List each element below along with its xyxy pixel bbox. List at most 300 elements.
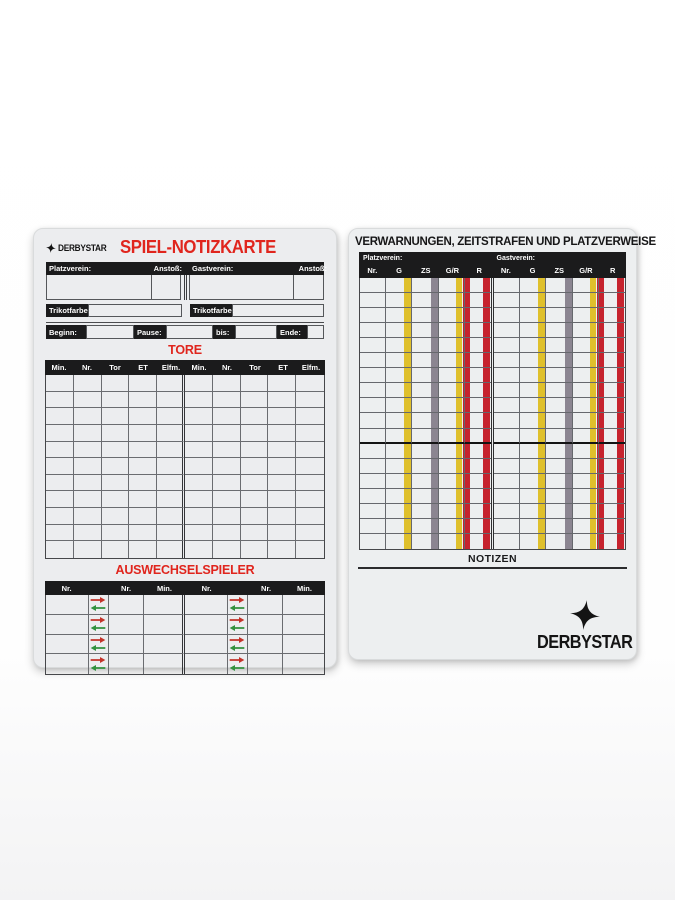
column-header: Elfm.	[301, 363, 321, 372]
grid-cell	[46, 425, 74, 442]
grid-cell	[248, 635, 284, 655]
grid-cell	[520, 398, 546, 413]
grid-cell	[465, 278, 491, 293]
grid-cell	[412, 459, 438, 474]
grid-cell	[412, 489, 438, 504]
grid-cell	[599, 353, 625, 368]
grid-cell	[546, 308, 572, 323]
grid-cell	[129, 541, 157, 558]
grid-cell	[185, 392, 213, 409]
warnings-guest-grid	[494, 278, 625, 549]
grid-cell	[296, 541, 324, 558]
grid-cell	[296, 458, 324, 475]
grid-cell	[74, 525, 102, 542]
grid-cell	[296, 442, 324, 459]
grid-cell	[465, 474, 491, 489]
grid-cell	[386, 353, 412, 368]
grid-cell	[89, 654, 109, 674]
grid-cell	[386, 338, 412, 353]
grid-cell	[412, 413, 438, 428]
grid-cell	[439, 429, 465, 444]
sub-in-arrow-icon	[90, 645, 106, 651]
trikotfarbe-home-box	[88, 304, 182, 317]
column-header: Min.	[156, 583, 172, 593]
grid-cell	[386, 489, 412, 504]
spiel-notizkarte-card	[33, 228, 337, 668]
warnings-team-row	[359, 253, 626, 264]
grid-cell	[573, 368, 599, 383]
grid-cell	[46, 392, 74, 409]
grid-cell	[546, 489, 572, 504]
grid-cell	[494, 444, 520, 459]
grid-cell	[241, 392, 269, 409]
grid-cell	[102, 392, 130, 409]
grid-cell	[439, 413, 465, 428]
grid-cell	[102, 375, 130, 392]
sub-in-arrow-icon	[229, 605, 245, 611]
grid-cell	[360, 429, 386, 444]
grid-cell	[268, 458, 296, 475]
grid-cell	[494, 429, 520, 444]
sub-in-arrow-icon	[229, 645, 245, 651]
grid-cell	[465, 489, 491, 504]
grid-cell	[599, 308, 625, 323]
tore-column-headers	[45, 360, 325, 375]
grid-cell	[360, 323, 386, 338]
grid-cell	[129, 442, 157, 459]
grid-cell	[296, 408, 324, 425]
grid-cell	[465, 383, 491, 398]
grid-cell	[360, 338, 386, 353]
grid-cell	[46, 525, 74, 542]
grid-cell	[241, 491, 269, 508]
grid-cell	[599, 534, 625, 549]
grid-cell	[213, 392, 241, 409]
grid-cell	[185, 442, 213, 459]
grid-cell	[439, 398, 465, 413]
grid-cell	[157, 392, 185, 409]
grid-cell	[412, 519, 438, 534]
grid-cell	[241, 425, 269, 442]
grid-cell	[599, 519, 625, 534]
grid-cell	[412, 429, 438, 444]
grid-cell	[546, 444, 572, 459]
beginn-label: Beginn:	[46, 325, 86, 339]
grid-cell	[185, 541, 213, 558]
grid-cell	[573, 413, 599, 428]
grid-cell	[46, 508, 74, 525]
grid-cell	[74, 392, 102, 409]
ende-box	[307, 325, 324, 339]
grid-cell	[439, 278, 465, 293]
grid-cell	[74, 442, 102, 459]
grid-cell	[573, 308, 599, 323]
grid-cell	[46, 375, 74, 392]
platzverein-label: Platzverein:	[363, 255, 403, 262]
grid-cell	[360, 534, 386, 549]
grid-cell	[46, 541, 74, 558]
grid-cell	[412, 308, 438, 323]
grid-cell	[599, 338, 625, 353]
sub-out-arrow-icon	[90, 657, 106, 663]
grid-cell	[109, 635, 145, 655]
grid-cell	[439, 474, 465, 489]
grid-cell	[228, 635, 248, 655]
grid-cell	[386, 398, 412, 413]
column-header: Tor	[109, 363, 121, 372]
grid-cell	[573, 459, 599, 474]
grid-cell	[520, 444, 546, 459]
grid-cell	[386, 383, 412, 398]
grid-cell	[157, 458, 185, 475]
grid-cell	[546, 323, 572, 338]
grid-cell	[386, 308, 412, 323]
grid-cell	[360, 383, 386, 398]
grid-cell	[412, 444, 438, 459]
grid-cell	[268, 375, 296, 392]
grid-cell	[46, 458, 74, 475]
grid-cell	[129, 458, 157, 475]
grid-cell	[520, 489, 546, 504]
grid-cell	[74, 491, 102, 508]
grid-cell	[360, 444, 386, 459]
grid-cell	[573, 444, 599, 459]
grid-cell	[412, 383, 438, 398]
sub-in-arrow-icon	[229, 625, 245, 631]
grid-cell	[102, 458, 130, 475]
grid-cell	[144, 595, 185, 615]
grid-cell	[573, 353, 599, 368]
column-header: ZS	[554, 266, 565, 275]
grid-cell	[157, 541, 185, 558]
grid-cell	[494, 383, 520, 398]
column-header: Min.	[191, 363, 207, 372]
grid-cell	[185, 595, 228, 615]
grid-cell	[360, 413, 386, 428]
grid-cell	[46, 408, 74, 425]
grid-cell	[185, 615, 228, 635]
grid-cell	[386, 323, 412, 338]
grid-cell	[296, 392, 324, 409]
grid-cell	[439, 308, 465, 323]
column-header: R	[609, 266, 616, 275]
grid-cell	[283, 595, 324, 615]
grid-cell	[439, 519, 465, 534]
grid-cell	[241, 442, 269, 459]
grid-cell	[439, 338, 465, 353]
grid-cell	[546, 519, 572, 534]
grid-cell	[412, 398, 438, 413]
grid-cell	[157, 408, 185, 425]
grid-cell	[439, 489, 465, 504]
grid-cell	[185, 425, 213, 442]
grid-cell	[546, 413, 572, 428]
sub-out-arrow-icon	[90, 597, 106, 603]
grid-cell	[546, 383, 572, 398]
grid-cell	[520, 519, 546, 534]
grid-cell	[248, 615, 284, 635]
grid-cell	[129, 475, 157, 492]
grid-cell	[228, 595, 248, 615]
grid-cell	[213, 425, 241, 442]
grid-cell	[109, 615, 145, 635]
grid-cell	[465, 459, 491, 474]
column-header: Nr.	[221, 363, 232, 372]
grid-cell	[74, 375, 102, 392]
grid-cell	[573, 489, 599, 504]
grid-cell	[439, 293, 465, 308]
grid-cell	[439, 534, 465, 549]
column-header: G	[529, 266, 536, 275]
grid-cell	[89, 595, 109, 615]
grid-cell	[494, 459, 520, 474]
left-card-header	[46, 238, 324, 257]
grid-cell	[573, 323, 599, 338]
grid-cell	[520, 459, 546, 474]
team-header-bar	[46, 262, 327, 275]
grid-cell	[412, 323, 438, 338]
grid-cell	[74, 541, 102, 558]
ende-label: Ende:	[277, 325, 307, 339]
grid-cell	[46, 491, 74, 508]
grid-cell	[248, 654, 284, 674]
grid-cell	[439, 504, 465, 519]
grid-cell	[102, 475, 130, 492]
grid-cell	[268, 525, 296, 542]
trikotfarbe-guest-box	[232, 304, 324, 317]
grid-cell	[520, 353, 546, 368]
grid-cell	[599, 413, 625, 428]
grid-cell	[520, 534, 546, 549]
grid-cell	[129, 425, 157, 442]
grid-cell	[386, 368, 412, 383]
row-gap	[182, 304, 190, 317]
column-header: G/R	[445, 266, 460, 275]
grid-cell	[248, 595, 284, 615]
grid-cell	[465, 444, 491, 459]
column-header: R	[476, 266, 482, 275]
grid-cell	[412, 353, 438, 368]
sub-out-arrow-icon	[229, 597, 245, 603]
grid-cell	[386, 413, 412, 428]
grid-cell	[599, 368, 625, 383]
grid-cell	[386, 519, 412, 534]
grid-cell	[465, 519, 491, 534]
grid-cell	[494, 308, 520, 323]
sub-out-arrow-icon	[229, 617, 245, 623]
column-header: Tor	[249, 363, 261, 372]
grid-cell	[213, 442, 241, 459]
column-header: Nr.	[261, 583, 272, 593]
grid-cell	[268, 508, 296, 525]
grid-cell	[157, 425, 185, 442]
grid-cell	[360, 474, 386, 489]
grid-cell	[74, 408, 102, 425]
grid-cell	[465, 353, 491, 368]
grid-cell	[573, 293, 599, 308]
grid-cell	[546, 338, 572, 353]
grid-cell	[465, 504, 491, 519]
column-header: Min.	[51, 363, 67, 372]
grid-cell	[520, 308, 546, 323]
grid-cell	[213, 375, 241, 392]
grid-cell	[573, 519, 599, 534]
anstoss-home-entry-box	[152, 275, 181, 300]
tore-table	[45, 375, 325, 559]
grid-cell	[439, 383, 465, 398]
grid-cell	[268, 392, 296, 409]
warnings-home-grid	[360, 278, 491, 549]
grid-cell	[439, 444, 465, 459]
grid-cell	[546, 534, 572, 549]
grid-cell	[599, 398, 625, 413]
grid-cell	[520, 474, 546, 489]
grid-cell	[296, 525, 324, 542]
grid-cell	[185, 525, 213, 542]
warnings-title: VERWARNUNGEN, ZEITSTRAFEN UND PLATZVERWEISE	[355, 236, 656, 248]
grid-cell	[102, 442, 130, 459]
grid-cell	[546, 293, 572, 308]
grid-cell	[74, 458, 102, 475]
grid-cell	[465, 338, 491, 353]
grid-cell	[494, 338, 520, 353]
grid-cell	[520, 338, 546, 353]
gastverein-entry-box	[189, 275, 294, 300]
grid-cell	[74, 425, 102, 442]
grid-cell	[296, 508, 324, 525]
grid-cell	[494, 534, 520, 549]
column-header: Nr.	[500, 266, 511, 275]
column-header: G	[396, 266, 402, 275]
grid-cell	[494, 323, 520, 338]
grid-cell	[74, 475, 102, 492]
grid-cell	[465, 398, 491, 413]
grid-cell	[386, 504, 412, 519]
grid-cell	[386, 444, 412, 459]
grid-cell	[296, 475, 324, 492]
grid-cell	[599, 504, 625, 519]
grid-cell	[494, 519, 520, 534]
grid-cell	[102, 525, 130, 542]
grid-cell	[599, 323, 625, 338]
anstoss-guest-entry-box	[294, 275, 324, 300]
grid-cell	[144, 654, 185, 674]
grid-cell	[546, 429, 572, 444]
grid-cell	[360, 293, 386, 308]
pause-label: Pause:	[134, 325, 166, 339]
grid-cell	[360, 278, 386, 293]
column-header: G/R	[579, 266, 593, 275]
grid-cell	[213, 408, 241, 425]
grid-cell	[573, 504, 599, 519]
grid-cell	[465, 368, 491, 383]
grid-cell	[599, 459, 625, 474]
grid-cell	[573, 429, 599, 444]
grid-cell	[439, 353, 465, 368]
grid-cell	[46, 635, 89, 655]
grid-cell	[360, 504, 386, 519]
team-entry-boxes	[46, 275, 324, 300]
grid-cell	[412, 293, 438, 308]
sub-out-arrow-icon	[90, 637, 106, 643]
trikotfarbe-row	[46, 304, 324, 317]
grid-cell	[439, 368, 465, 383]
notizen-title: NOTIZEN	[468, 553, 517, 565]
grid-cell	[129, 525, 157, 542]
grid-cell	[102, 425, 130, 442]
grid-cell	[157, 491, 185, 508]
grid-cell	[213, 508, 241, 525]
grid-cell	[386, 429, 412, 444]
grid-cell	[228, 615, 248, 635]
star-icon	[45, 242, 56, 253]
grid-cell	[46, 595, 89, 615]
derbystar-logo-small	[46, 243, 111, 253]
grid-cell	[241, 541, 269, 558]
grid-cell	[520, 429, 546, 444]
grid-cell	[213, 541, 241, 558]
grid-cell	[573, 398, 599, 413]
grid-cell	[129, 375, 157, 392]
grid-cell	[360, 489, 386, 504]
grid-cell	[241, 408, 269, 425]
grid-cell	[46, 475, 74, 492]
center-divider	[181, 275, 189, 300]
grid-cell	[465, 323, 491, 338]
grid-cell	[386, 278, 412, 293]
grid-cell	[360, 519, 386, 534]
grid-cell	[283, 654, 324, 674]
grid-cell	[109, 654, 145, 674]
sub-in-arrow-icon	[90, 665, 106, 671]
verwarnungen-card	[348, 228, 656, 660]
warnings-header-bar	[359, 252, 626, 278]
grid-cell	[157, 525, 185, 542]
warnings-column-headers	[359, 264, 626, 277]
grid-cell	[185, 375, 213, 392]
grid-cell	[283, 615, 324, 635]
grid-cell	[599, 429, 625, 444]
grid-cell	[185, 475, 213, 492]
grid-cell	[520, 323, 546, 338]
grid-cell	[102, 491, 130, 508]
grid-cell	[296, 491, 324, 508]
grid-cell	[494, 413, 520, 428]
grid-cell	[520, 278, 546, 293]
grid-cell	[546, 504, 572, 519]
warnings-table	[359, 278, 626, 550]
grid-cell	[360, 398, 386, 413]
grid-cell	[157, 442, 185, 459]
grid-cell	[599, 383, 625, 398]
match-times-row	[46, 325, 324, 339]
grid-cell	[412, 504, 438, 519]
grid-cell	[494, 474, 520, 489]
grid-cell	[386, 474, 412, 489]
grid-cell	[46, 615, 89, 635]
grid-cell	[213, 475, 241, 492]
brand-text: DERBYSTAR	[58, 242, 107, 253]
auswechsel-section-title: AUSWECHSELSPIELER	[115, 563, 255, 577]
column-header: Nr.	[81, 363, 92, 372]
grid-cell	[268, 425, 296, 442]
grid-cell	[465, 413, 491, 428]
warnings-home-half	[360, 278, 494, 549]
grid-cell	[465, 293, 491, 308]
grid-cell	[546, 278, 572, 293]
sub-out-arrow-icon	[229, 657, 245, 663]
column-header: Nr.	[121, 583, 132, 593]
